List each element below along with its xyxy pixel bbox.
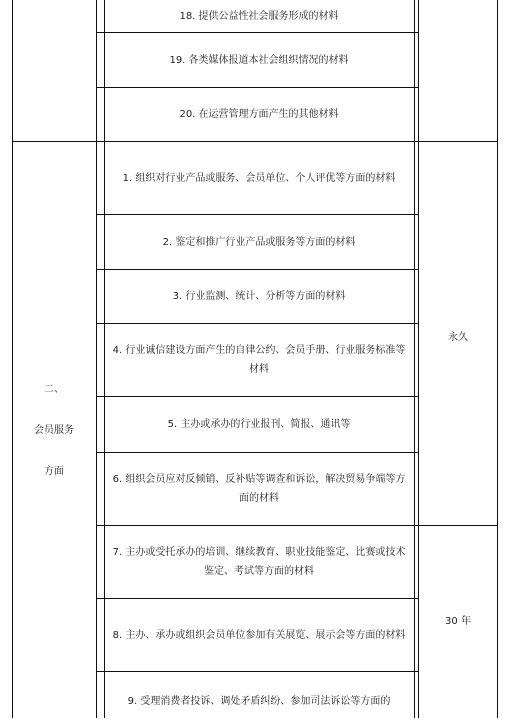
table-row <box>104 672 414 722</box>
retention-period: 永久 <box>448 332 468 343</box>
retention-period-cell <box>418 526 498 718</box>
category-name-cont: 方面 <box>44 465 64 477</box>
category-number: 二、 <box>44 383 64 395</box>
table-row <box>104 397 414 452</box>
row-text: 3. 行业监测、统计、分析等方面的材料 <box>172 291 346 302</box>
table-row <box>104 453 414 525</box>
table-row <box>104 88 414 141</box>
table-row <box>104 270 414 323</box>
table-row <box>104 0 414 32</box>
column-divider <box>96 0 97 718</box>
row-text: 9. 受理消费者投诉、调处矛盾纠纷、参加司法诉讼等方面的 <box>127 696 391 707</box>
retention-period-cell <box>418 142 498 525</box>
table-row <box>104 215 414 269</box>
table-row <box>104 142 414 214</box>
row-text: 6. 组织会员应对反倾销、反补贴等调查和诉讼，解决贸易争端等方面的材料 <box>112 474 406 504</box>
item-border-right <box>414 0 415 718</box>
row-text: 7. 主办或受托承办的培训、继续教育、职业技能鉴定、比赛或技术鉴定、考试等方面的材料 <box>112 547 406 577</box>
table-row <box>104 526 414 598</box>
row-text: 20. 在运营管理方面产生的其他材料 <box>179 109 339 120</box>
category-name: 会员服务 <box>34 424 74 436</box>
row-text: 1. 组织对行业产品或服务、会员单位、个人评优等方面的材料 <box>122 172 396 184</box>
table-row <box>104 599 414 671</box>
row-text: 8. 主办、承办或组织会员单位参加有关展览、展示会等方面的材料 <box>112 629 406 641</box>
table-row <box>104 33 414 87</box>
category-cell <box>12 142 96 718</box>
row-text: 5. 主办或承办的行业报刊、简报、通讯等 <box>167 419 351 430</box>
row-text: 19. 各类媒体报道本社会组织情况的材料 <box>169 54 349 66</box>
row-text: 4. 行业诚信建设方面产生的自律公约、会员手册、行业服务标准等材料 <box>112 345 406 375</box>
row-text: 18. 提供公益性社会服务形成的材料 <box>179 10 339 22</box>
row-text: 2. 鉴定和推广行业产品或服务等方面的材料 <box>162 236 356 248</box>
table-row <box>104 324 414 396</box>
retention-period: 30 年 <box>445 616 471 627</box>
